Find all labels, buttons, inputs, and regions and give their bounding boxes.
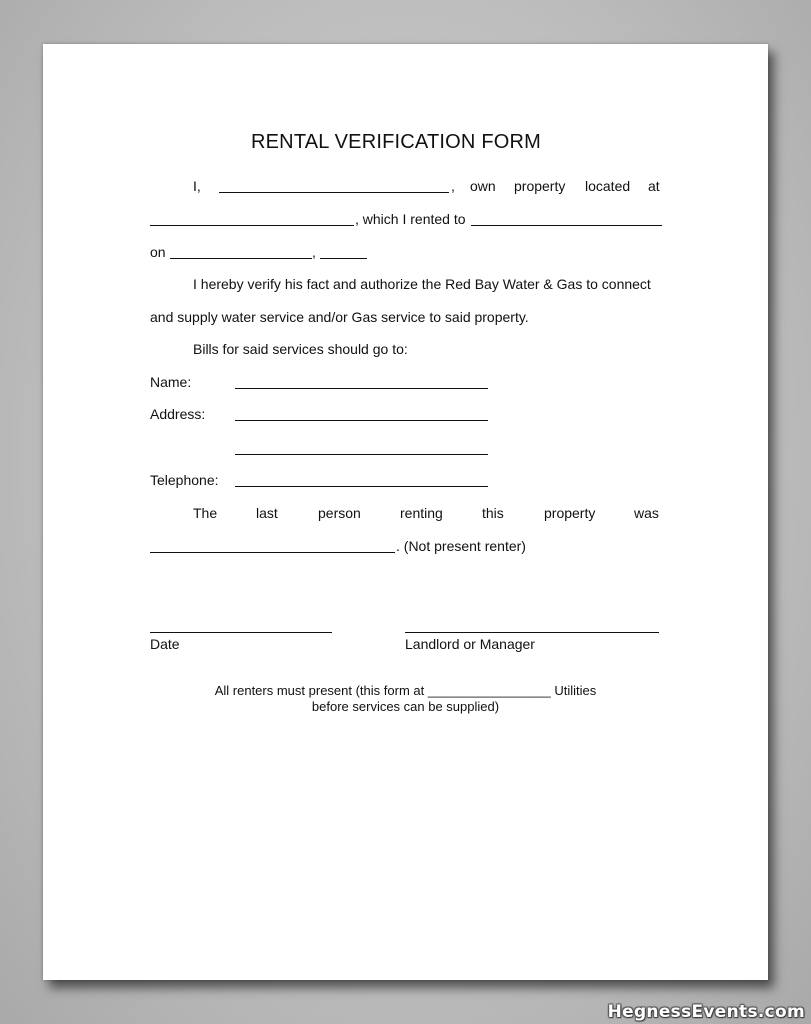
line3-word-on: on <box>150 244 166 260</box>
last-line-word-the: The <box>193 505 218 521</box>
telephone-label: Telephone: <box>150 472 219 488</box>
date-label: Date <box>150 636 180 652</box>
owner-name-blank[interactable] <box>219 192 449 193</box>
billing-address-blank-2[interactable] <box>235 454 488 455</box>
last-line-word-was: was <box>634 505 659 521</box>
not-present-text: . (Not present renter) <box>396 538 526 554</box>
landlord-label: Landlord or Manager <box>405 636 535 652</box>
landlord-signature-line[interactable] <box>405 632 659 633</box>
bills-text: Bills for said services should go to: <box>193 341 408 357</box>
line2-rented-text: , which I rented to <box>355 211 466 227</box>
line1-word-at: at <box>648 178 660 194</box>
last-line-word-renting: renting <box>400 505 443 521</box>
last-line-word-property: property <box>544 505 596 521</box>
previous-renter-blank[interactable] <box>150 552 395 553</box>
form-title: RENTAL VERIFICATION FORM <box>251 131 541 153</box>
rental-date-blank[interactable] <box>170 258 312 259</box>
billing-address-blank-1[interactable] <box>235 420 488 421</box>
property-address-blank[interactable] <box>150 225 354 226</box>
line1-word-property: property <box>514 178 566 194</box>
date-signature-line[interactable] <box>150 632 332 633</box>
renter-name-blank[interactable] <box>471 225 662 226</box>
line1-comma: , <box>451 178 455 194</box>
authorize-text-line2: and supply water service and/or Gas service to said property. <box>150 309 529 325</box>
footer-line1: All renters must present (this form at _________________ Utilities <box>214 683 597 698</box>
footer-line2: before services can be supplied) <box>311 699 500 714</box>
line1-word-own: own <box>470 178 496 194</box>
authorize-text-line1: I hereby verify his fact and authorize the Red Bay Water & Gas to connect <box>193 276 651 292</box>
name-label: Name: <box>150 374 192 390</box>
line3-comma: , <box>312 244 316 260</box>
rental-year-blank[interactable] <box>320 258 367 259</box>
last-line-word-person: person <box>318 505 361 521</box>
last-line-word-last: last <box>256 505 278 521</box>
line1-word-i: I, <box>193 178 201 194</box>
last-line-word-this: this <box>482 505 504 521</box>
billing-name-blank[interactable] <box>235 388 488 389</box>
line1-word-located: located <box>585 178 631 194</box>
telephone-blank[interactable] <box>235 486 488 487</box>
watermark: HegnessEvents.com <box>607 1002 805 1022</box>
address-label: Address: <box>150 406 206 422</box>
